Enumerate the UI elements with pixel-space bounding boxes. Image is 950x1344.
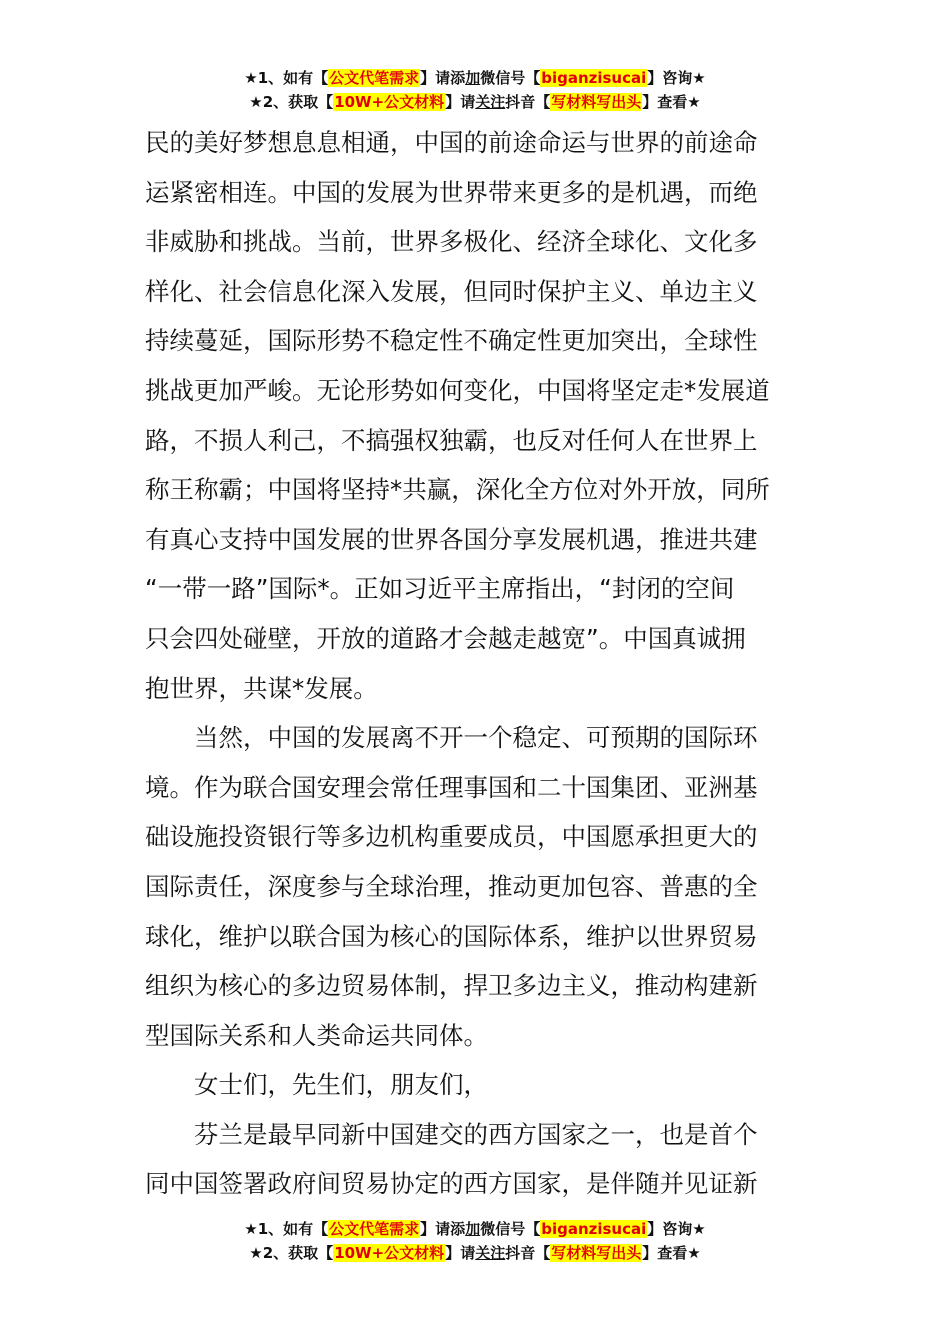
text-line: 民的美好梦想息息相通，中国的前途命运与世界的前途命	[145, 128, 758, 157]
promo-text: ★1、如有【	[244, 1220, 329, 1238]
promo-text: 加	[465, 69, 481, 87]
text-line: 有真心支持中国发展的世界各国分享发展机遇，推进共建	[145, 524, 758, 554]
promo-text: ★2、获取【	[249, 1244, 334, 1262]
promo-highlight: 10W+公文材料	[334, 1244, 445, 1262]
promo-text: 】查看★	[642, 1244, 701, 1262]
promo-text: 抖音【	[505, 1244, 551, 1262]
text-line: 抱世界，共谋*发展。	[145, 673, 378, 703]
promo-highlight: biganzisucai	[541, 69, 647, 87]
text-line: 称王称霸；中国将坚持*共赢，深化全方位对外开放，同所	[145, 475, 770, 505]
promo-highlight: biganzisucai	[541, 1220, 647, 1238]
text-line: 运紧密相连。中国的发展为世界带来更多的是机遇，而绝	[145, 177, 758, 207]
promo-highlight: 10W+公文材料	[334, 93, 445, 111]
promo-text: 】咨询★	[647, 1220, 706, 1238]
promo-text: ★2、获取【	[249, 93, 334, 111]
promo-text: 关注	[475, 1244, 506, 1262]
text-line: 挑战更加严峻。无论形势如何变化，中国将坚定走*发展道	[145, 375, 770, 405]
promo-text: 抖音【	[505, 93, 551, 111]
promo-text: 加	[465, 1220, 481, 1238]
promo-text: 】请添	[420, 1220, 466, 1238]
promo-text: 关注	[475, 93, 506, 111]
text-line: 女士们，先生们，朋友们，	[145, 1070, 488, 1100]
text-line: 当然，中国的发展离不开一个稳定、可预期的国际环	[145, 723, 758, 753]
promo-highlight: 公文代笔需求	[329, 1220, 420, 1238]
text-line: 境。作为联合国安理会常任理事国和二十国集团、亚洲基	[145, 772, 758, 802]
promo-line-1	[0, 66, 950, 90]
promo-text: ★1、如有【	[244, 69, 329, 87]
document-body	[145, 118, 810, 1209]
promo-text: 】咨询★	[647, 69, 706, 87]
promo-line-2	[0, 90, 950, 114]
text-line: “一带一路”国际*。正如习近平主席指出，“封闭的空间	[145, 574, 735, 604]
promo-text: 】查看★	[642, 93, 701, 111]
text-line: 国际责任，深度参与全球治理，推动更加包容、普惠的全	[145, 871, 758, 901]
text-line: 础设施投资银行等多边机构重要成员，中国愿承担更大的	[145, 822, 758, 852]
text-line: 型国际关系和人类命运共同体。	[145, 1020, 488, 1050]
promo-highlight: 公文代笔需求	[329, 69, 420, 87]
text-line: 样化、社会信息化深入发展，但同时保护主义、单边主义	[145, 276, 758, 306]
promo-line-1	[0, 1217, 950, 1241]
text-line: 持续蔓延，国际形势不稳定性不确定性更加突出，全球性	[145, 326, 758, 356]
text-line: 同中国签署政府间贸易协定的西方国家，是伴随并见证新	[145, 1169, 758, 1199]
promo-text: 】请	[445, 1244, 476, 1262]
header-promo-banner	[0, 66, 950, 114]
text-line: 非威胁和挑战。当前，世界多极化、经济全球化、文化多	[145, 227, 758, 257]
promo-text: 】请添	[420, 69, 466, 87]
promo-text: 微信号【	[480, 69, 541, 87]
text-line: 球化，维护以联合国为核心的国际体系，维护以世界贸易	[145, 921, 758, 951]
text-line: 路，不损人利己，不搞强权独霸，也反对任何人在世界上	[145, 425, 758, 455]
promo-text: 微信号【	[480, 1220, 541, 1238]
text-line: 芬兰是最早同新中国建交的西方国家之一，也是首个	[145, 1119, 758, 1149]
promo-text: 】请	[445, 93, 476, 111]
promo-line-2	[0, 1241, 950, 1265]
text-line: 只会四处碰壁，开放的道路才会越走越宽”。中国真诚拥	[145, 623, 746, 653]
footer-promo-banner	[0, 1217, 950, 1265]
promo-highlight: 写材料写出头	[551, 93, 642, 111]
text-line: 组织为核心的多边贸易体制，捍卫多边主义，推动构建新	[145, 971, 758, 1001]
promo-highlight: 写材料写出头	[551, 1244, 642, 1262]
